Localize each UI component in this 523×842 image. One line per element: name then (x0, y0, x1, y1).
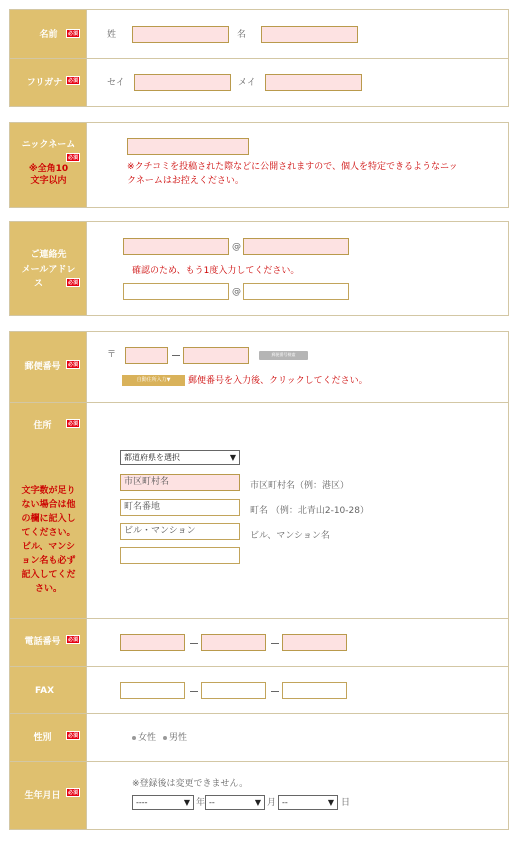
divider (10, 58, 508, 59)
birthday-note: ※登録後は変更できません。 (132, 779, 249, 789)
divider (10, 618, 508, 619)
gender-female-label: 女性 (138, 733, 157, 743)
birth-day-select[interactable] (278, 795, 338, 810)
month-unit: 月 (267, 798, 277, 808)
prefecture-select[interactable] (120, 450, 240, 465)
dropdown-arrow-icon: ▼ (183, 798, 190, 807)
address-note-line3: の欄に記入し (21, 514, 76, 524)
email-confirm-local-input[interactable] (123, 283, 229, 300)
phone-label: 電話番号 (24, 637, 61, 647)
fax-dash (190, 691, 198, 692)
required-badge: 必須 (67, 280, 78, 286)
divider (10, 666, 508, 667)
email-domain-input[interactable] (243, 238, 349, 255)
at-sign: @ (232, 287, 241, 297)
divider (10, 402, 508, 403)
gender-label: 性別 (33, 733, 52, 743)
birth-day-value: -- (282, 798, 288, 807)
postal-label: 郵便番号 (24, 362, 61, 372)
last-kana-label: セイ (107, 78, 125, 88)
first-kana-label: メイ (238, 78, 256, 88)
nickname-label: ニックネーム (21, 140, 76, 150)
gender-male-option[interactable] (163, 732, 187, 744)
building-hint: ビル、マンション名 (250, 531, 330, 541)
postal-search-button[interactable]: 郵便番号検索 (259, 351, 308, 360)
city-input[interactable]: 市区町村名 (120, 474, 240, 491)
address-note-line8: さい。 (34, 584, 62, 594)
divider (10, 761, 508, 762)
birthday-label: 生年月日 (24, 791, 61, 801)
email-label-line3: ス (33, 279, 43, 289)
email-confirm-domain-input[interactable] (243, 283, 349, 300)
dropdown-arrow-icon: ▼ (254, 798, 261, 807)
phone-third-input[interactable] (282, 634, 347, 651)
address-section (9, 331, 509, 830)
address-note-line6: ョン名も必ず (21, 556, 76, 566)
address-note-line5: ビル、マンシ (21, 542, 76, 552)
birth-year-select[interactable] (132, 795, 194, 810)
email-label-line1: ご連絡先 (30, 250, 67, 260)
nickname-note-line2: クネームはお控えください。 (127, 176, 244, 186)
last-name-label: 姓 (107, 30, 117, 40)
prefecture-select-value: 都道府県を選択 (124, 453, 180, 462)
email-confirm-note: 確認のため、もう1度入力してください。 (132, 266, 300, 276)
postal-dash (172, 355, 180, 356)
at-sign: @ (232, 242, 241, 252)
name-section (9, 9, 509, 107)
required-badge: 必須 (67, 31, 78, 37)
first-name-input[interactable] (261, 26, 358, 43)
address-note-line7: 記入してくだ (21, 570, 76, 580)
gender-female-option[interactable] (132, 732, 156, 744)
nickname-note-line1: ※クチコミを投稿された際などに公開されますので、個人を特定できるようなニッ (127, 162, 458, 172)
dropdown-arrow-icon: ▼ (327, 798, 334, 807)
phone-first-input[interactable] (120, 634, 185, 651)
phone-second-input[interactable] (201, 634, 266, 651)
postal-code-second-input[interactable] (183, 347, 249, 364)
gender-male-label: 男性 (169, 733, 188, 743)
required-badge: 必須 (67, 733, 78, 739)
postal-code-first-input[interactable] (125, 347, 168, 364)
address-extra-input[interactable] (120, 547, 240, 564)
fax-second-input[interactable] (201, 682, 266, 699)
postal-mark: 〒 (107, 350, 117, 360)
furigana-label: フリガナ (26, 78, 63, 88)
address-note-line2: ない場合は他 (21, 500, 76, 510)
building-input[interactable]: ビル・マンション (120, 523, 240, 540)
divider (10, 713, 508, 714)
city-hint: 市区町村名（例：港区） (250, 481, 350, 491)
name-label: 名前 (39, 30, 58, 40)
last-kana-input[interactable] (134, 74, 231, 91)
nickname-limit-line2: 文字以内 (30, 176, 67, 186)
year-unit: 年 (196, 798, 206, 808)
birth-year-value: ---- (136, 798, 148, 807)
required-badge: 必須 (67, 637, 78, 643)
radio-icon (132, 736, 136, 740)
address-note-line1: 文字数が足り (21, 486, 76, 496)
required-badge: 必須 (67, 362, 78, 368)
email-label-line2: メールアドレ (21, 265, 76, 275)
required-badge: 必須 (67, 421, 78, 427)
phone-dash (190, 643, 198, 644)
required-badge: 必須 (67, 790, 78, 796)
fax-label: FAX (34, 686, 55, 696)
last-name-input[interactable] (132, 26, 229, 43)
required-badge: 必須 (67, 155, 78, 161)
autofill-address-button[interactable]: 自動住所入力▼ (122, 375, 185, 386)
first-kana-input[interactable] (265, 74, 362, 91)
required-badge: 必須 (67, 78, 78, 84)
nickname-limit-line1: ※全角10 (28, 164, 69, 174)
email-section (9, 221, 509, 316)
nickname-input[interactable] (127, 138, 249, 155)
phone-dash (271, 643, 279, 644)
dropdown-arrow-icon: ▼ (229, 453, 236, 462)
radio-icon (163, 736, 167, 740)
autofill-note: 郵便番号を入力後、クリックしてください。 (188, 376, 368, 386)
first-name-label: 名 (237, 30, 247, 40)
address-label: 住所 (33, 421, 52, 431)
email-local-input[interactable] (123, 238, 229, 255)
birth-month-select[interactable] (205, 795, 265, 810)
street-input[interactable]: 町名番地 (120, 499, 240, 516)
fax-third-input[interactable] (282, 682, 347, 699)
address-note-line4: てください。 (21, 528, 76, 538)
day-unit: 日 (341, 798, 351, 808)
street-hint: 町名 （例：北青山2-10-28） (250, 506, 369, 516)
fax-first-input[interactable] (120, 682, 185, 699)
birth-month-value: -- (209, 798, 215, 807)
fax-dash (271, 691, 279, 692)
nickname-section (9, 122, 509, 208)
